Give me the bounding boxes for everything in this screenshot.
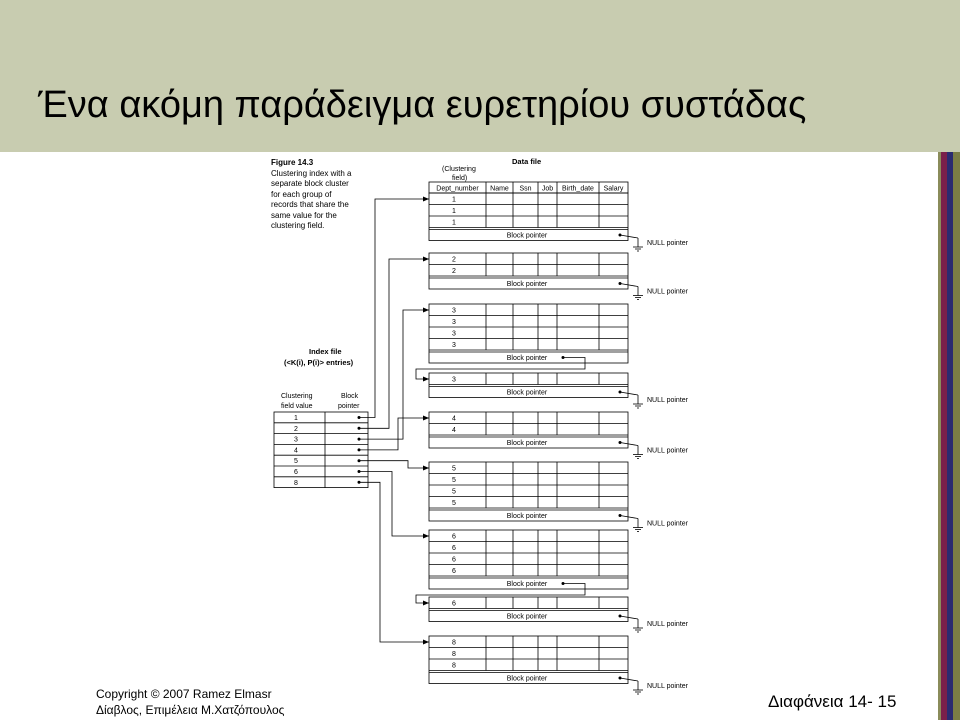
data-file-label: Data file [512,157,542,166]
slide-number: Διαφάνεια 14- 15 [768,692,897,711]
clustering-value: 2 [452,268,456,275]
clustering-value: 6 [452,600,456,608]
index-block-pointer [359,310,429,439]
index-value: 2 [294,425,298,433]
column-header: Birth_date [562,185,594,193]
null-pointer-line [620,392,638,395]
column-header: Dept_number [436,185,479,193]
clustering-value: 3 [452,319,456,326]
caption-line: records that share the [271,200,349,209]
clustering-value: 4 [452,427,456,434]
block-pointer-label: Block pointer [506,232,548,240]
index-block-pointer [359,259,429,428]
block-pointer-label: Block pointer [506,281,548,288]
null-pointer-line [620,443,638,446]
null-pointer-line [620,284,638,287]
clustering-value: 5 [452,465,456,473]
block-pointer-label: Block pointer [506,675,548,683]
clustering-value: 8 [452,639,456,647]
clustering-value: 3 [452,342,456,349]
null-pointer-label: NULL pointer [647,397,688,404]
index-pointer-arrow [423,640,429,645]
index-pointer-arrow [423,534,429,539]
column-header: Name [490,185,509,193]
clustering-value: 6 [452,568,456,575]
index-block-pointer [359,199,429,418]
clustering-value: 5 [452,500,456,507]
clustering-value: 2 [452,256,456,264]
index-pointer-arrow [423,466,429,471]
copyright-text: Copyright © 2007 Ramez Elmasr [96,687,272,701]
caption-line: same value for the [271,210,337,220]
clustering-value: 6 [452,533,456,541]
translation-credit: Δίαβλος, Επιμέλεια Μ.Χατζόπουλος [96,703,285,717]
index-block-pointer [359,461,429,468]
null-pointer-label: NULL pointer [647,240,688,247]
index-file-subtitle: (<K(i), P(i)> entries) [284,358,354,367]
index-file-title: Index file [309,347,342,356]
column-header: Job [541,185,554,193]
clustering-value: 6 [452,545,456,552]
index-pointer-arrow [423,308,429,313]
clustering-value: 3 [452,376,456,384]
block-pointer-label: Block pointer [506,389,548,397]
index-value: 4 [294,447,298,455]
index-block-pointer [359,418,429,450]
clustering-value: 1 [452,196,456,204]
next-block-pointer [416,584,585,604]
null-pointer-label: NULL pointer [647,683,688,690]
null-pointer-line [620,516,638,519]
block-pointer-label: Block pointer [506,355,548,362]
next-block-arrow [423,377,429,382]
index-value: 5 [294,458,298,466]
caption-line: Clustering index with a [271,168,352,178]
clustering-value: 4 [452,415,456,423]
index-table [274,412,368,488]
footer-credits [96,686,284,718]
block-pointer-label: Block pointer [506,613,548,621]
null-pointer-line [620,235,638,238]
clustering-value: 3 [452,307,456,315]
index-value: 8 [294,479,298,487]
block-pointer-label: Block pointer [506,581,548,588]
column-header: Ssn [519,185,532,193]
index-block-pointer [359,472,429,537]
clustering-value: 1 [452,208,456,215]
caption-line: clustering field. [271,221,325,230]
slide-title: Ένα ακόμη παράδειγμα ευρετηρίου συστάδας [38,84,807,126]
null-pointer-label: NULL pointer [647,288,688,296]
clustering-value: 6 [452,556,456,564]
block-pointer-label: Block pointer [506,440,548,447]
clustering-value: 8 [452,662,456,670]
null-pointer-label: NULL pointer [647,520,688,528]
null-pointer-label: NULL pointer [647,447,688,455]
clustering-value: 5 [452,477,456,484]
index-col-header: pointer [338,403,360,410]
clustering-value: 5 [452,488,456,496]
index-value: 6 [294,469,298,476]
index-col-header: field value [281,403,313,410]
caption-line: for each group of [271,189,332,199]
index-pointer-arrow [423,257,429,262]
clustering-value: 8 [452,651,456,658]
clustering-field-label: (Clustering [442,166,476,173]
index-col-header: Clustering [281,393,313,400]
next-block-arrow [423,601,429,606]
index-col-header: Block [341,393,359,400]
caption-line: separate block cluster [271,179,349,188]
index-value: 1 [294,415,298,422]
null-pointer-label: NULL pointer [647,621,688,628]
index-block-pointer [359,482,429,642]
block-pointer-label: Block pointer [506,513,548,520]
clustering-field-label: field) [452,175,468,182]
index-value: 3 [294,436,298,444]
null-pointer-line [620,616,638,619]
clustering-value: 1 [452,219,456,227]
index-pointer-arrow [423,197,429,202]
column-header: Salary [603,185,624,193]
next-block-pointer [416,358,585,380]
clustering-value: 3 [452,330,456,338]
index-pointer-arrow [423,416,429,421]
null-pointer-line [620,678,638,681]
figure-label: Figure 14.3 [271,158,314,167]
